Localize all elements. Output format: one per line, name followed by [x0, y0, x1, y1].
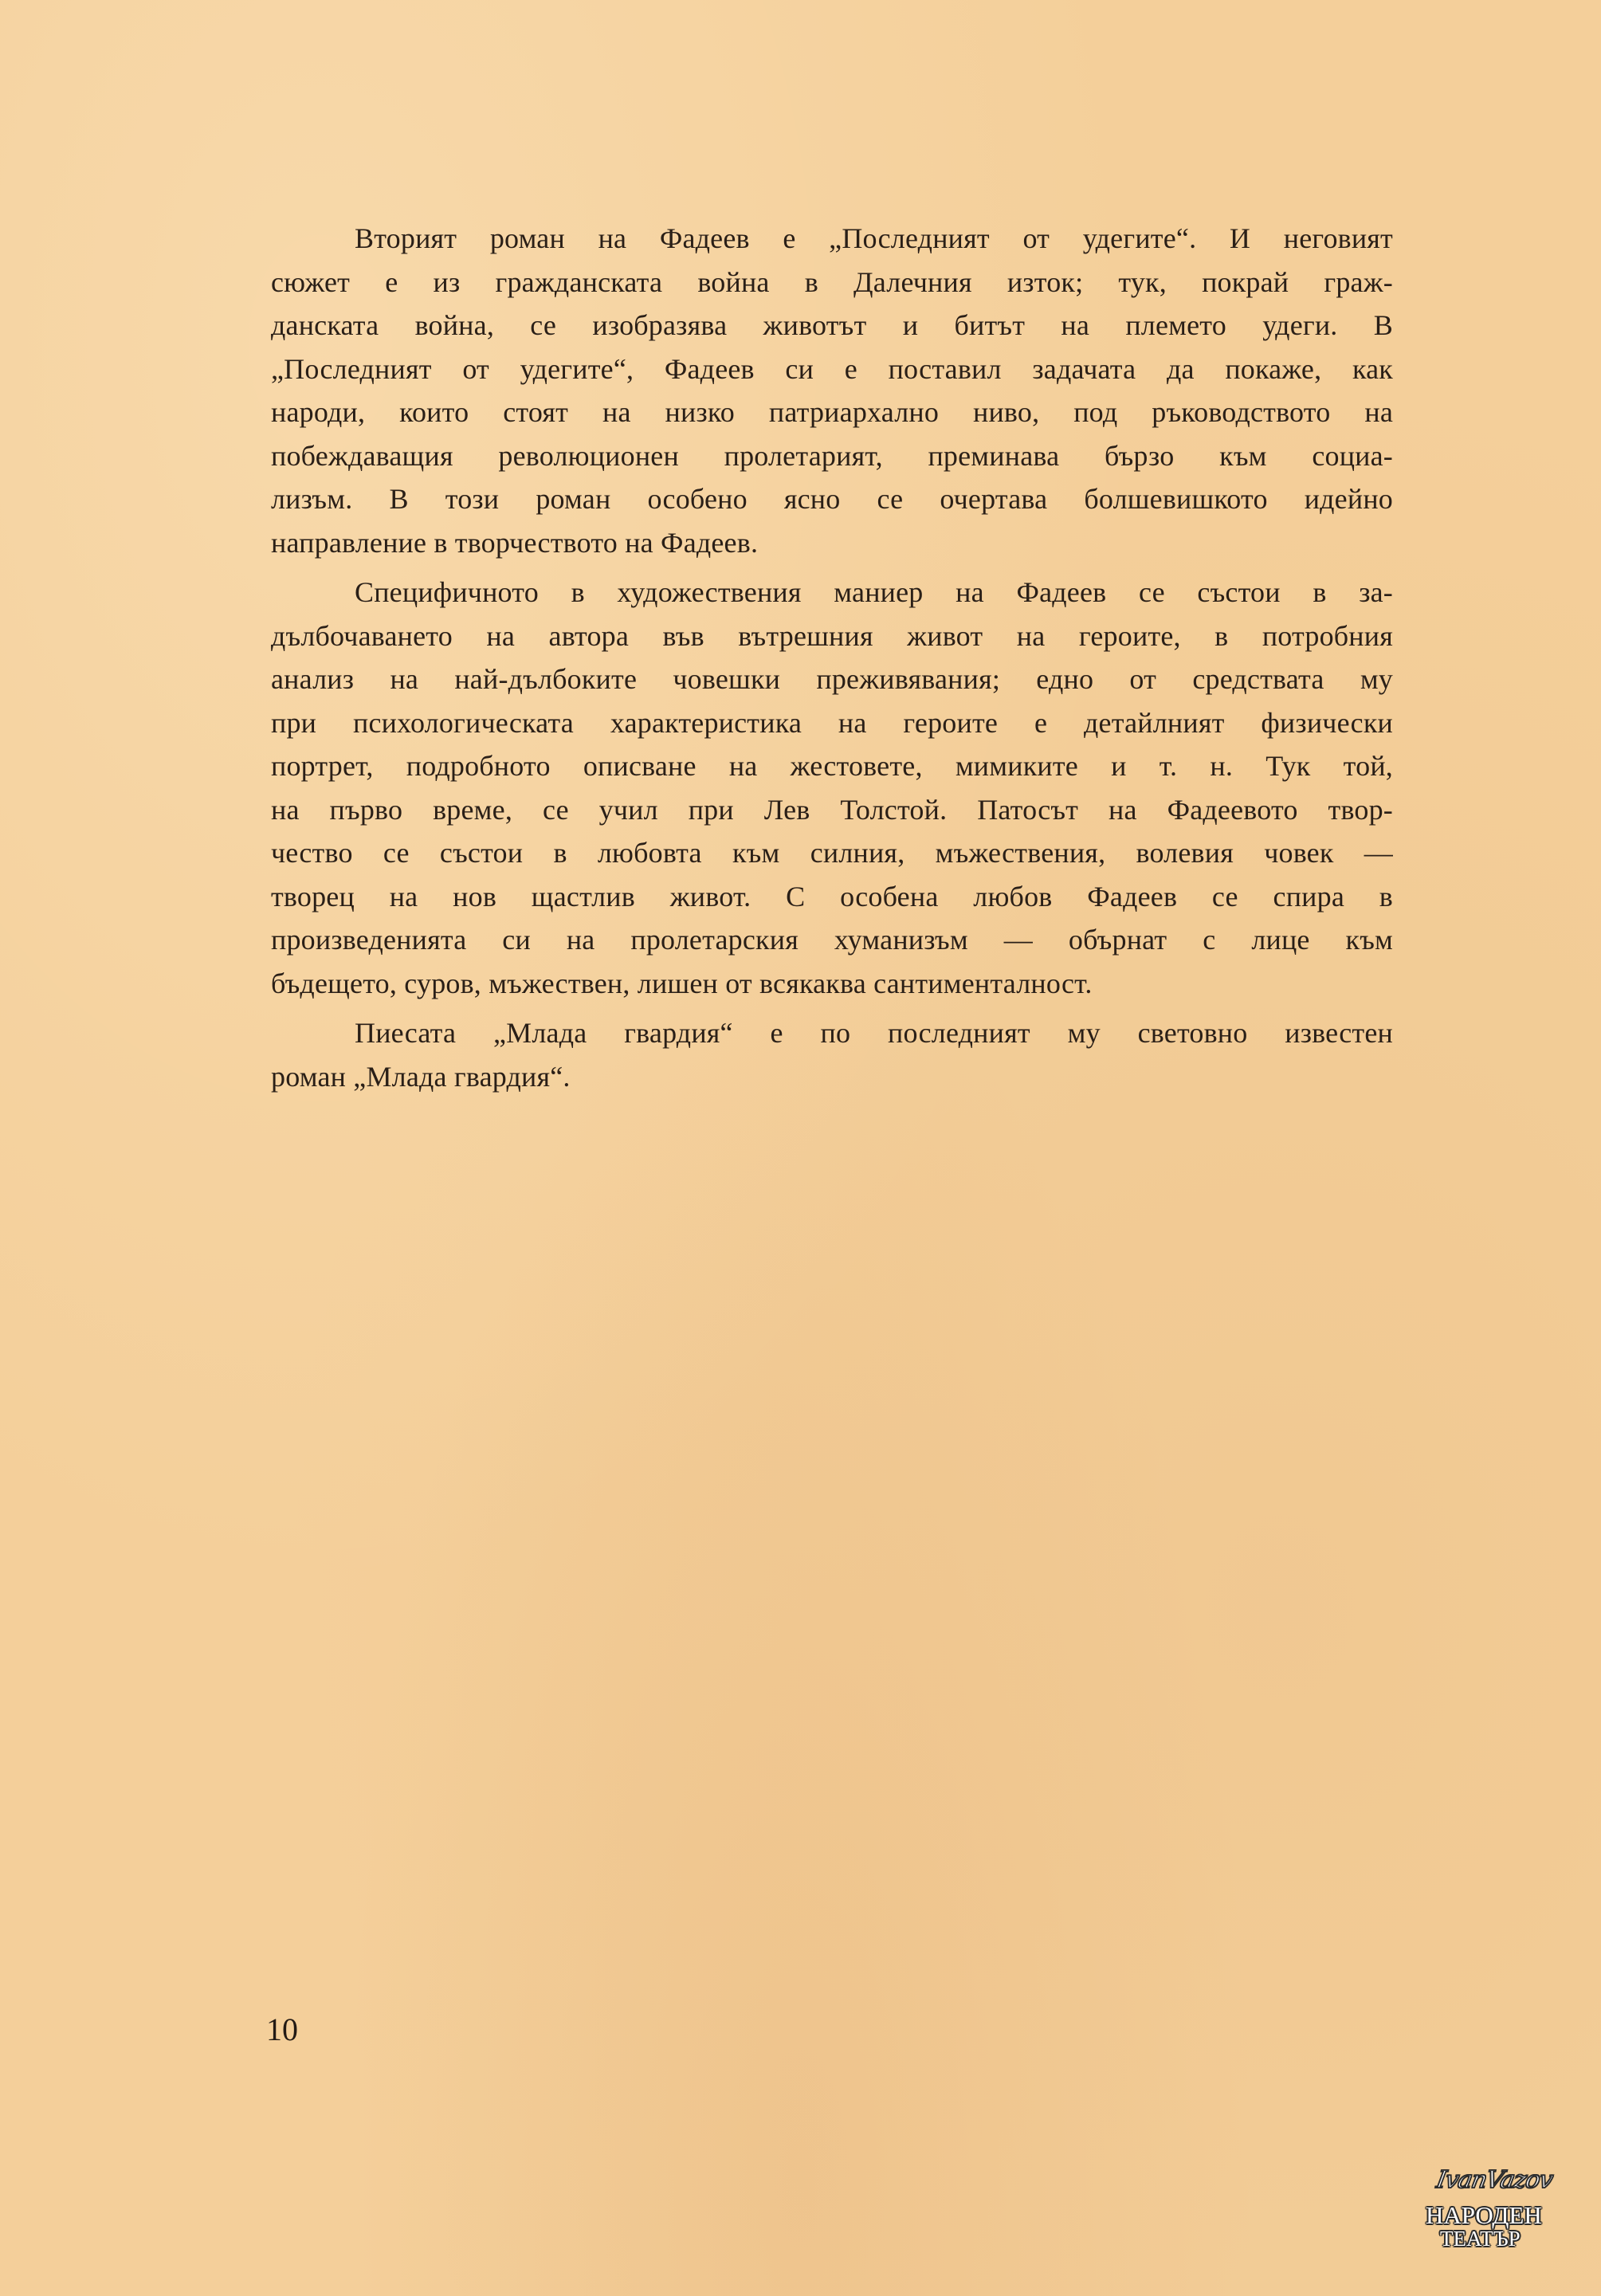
- text-line: Пиесата „Млада гвардия“ е по последният му световно известен: [355, 1017, 1393, 1049]
- text-line: Вторият роман на Фадеев е „Последният от удегите“. И неговият: [355, 222, 1393, 254]
- page-number: 10: [266, 2011, 298, 2047]
- text-line: на първо време, се учил при Лев Толстой. Патосът на Фадеевото твор-: [271, 793, 1393, 826]
- text-line: бъдещето, суров, мъжествен, лишен от всякаква сантименталност.: [271, 967, 1093, 999]
- logo-script-signature: IvanVazov: [1434, 2166, 1555, 2194]
- text-line: произведенията си на пролетарския хуманизъм — обърнат с лице към: [271, 924, 1393, 956]
- national-theatre-logo: [1422, 2166, 1566, 2255]
- paragraph-2: [271, 571, 1393, 1005]
- text-line: побеждаващия революционен пролетарият, преминава бързо към социа-: [271, 439, 1393, 472]
- text-line: анализ на най-дълбоките човешки преживявания; едно от средствата му: [271, 663, 1393, 695]
- text-line: народи, които стоят на низко патриархално ниво, под ръководството на: [271, 396, 1393, 428]
- paragraph-1: [271, 217, 1393, 564]
- text-line: сюжет е из гражданската война в Далечния изток; тук, покрай граж-: [271, 265, 1393, 298]
- text-line: направление в творчеството на Фадеев.: [271, 526, 759, 559]
- text-line: Специфичното в художествения маниер на Фадеев се състои в за-: [355, 576, 1393, 608]
- logo-text-line-2: ТЕАТЪР: [1440, 2227, 1521, 2251]
- text-line: „Последният от удегите“, Фадеев си е поставил задачата да покаже, как: [271, 352, 1393, 385]
- text-line: данската война, се изобразява животът и битът на племето удеги. В: [271, 309, 1393, 341]
- paragraph-3: [271, 1011, 1393, 1098]
- text-line: творец на нов щастлив живот. С особена любов Фадеев се спира в: [271, 880, 1393, 913]
- text-line: лизъм. В този роман особено ясно се очертава болшевишкото идейно: [271, 483, 1393, 515]
- text-line: чество се състои в любовта към силния, мъжествения, волевия човек —: [271, 837, 1393, 869]
- text-line: при психологическата характеристика на героите е детайлният физически: [271, 706, 1393, 739]
- body-text: [271, 217, 1393, 1105]
- text-line: роман „Млада гвардия“.: [271, 1060, 571, 1093]
- logo-text-line-1: НАРОДЕН: [1426, 2201, 1542, 2229]
- text-line: портрет, подробното описване на жестовете, мимиките и т. н. Тук той,: [271, 750, 1393, 782]
- text-line: дълбочаването на автора във вътрешния живот на героите, в потробния: [271, 619, 1393, 652]
